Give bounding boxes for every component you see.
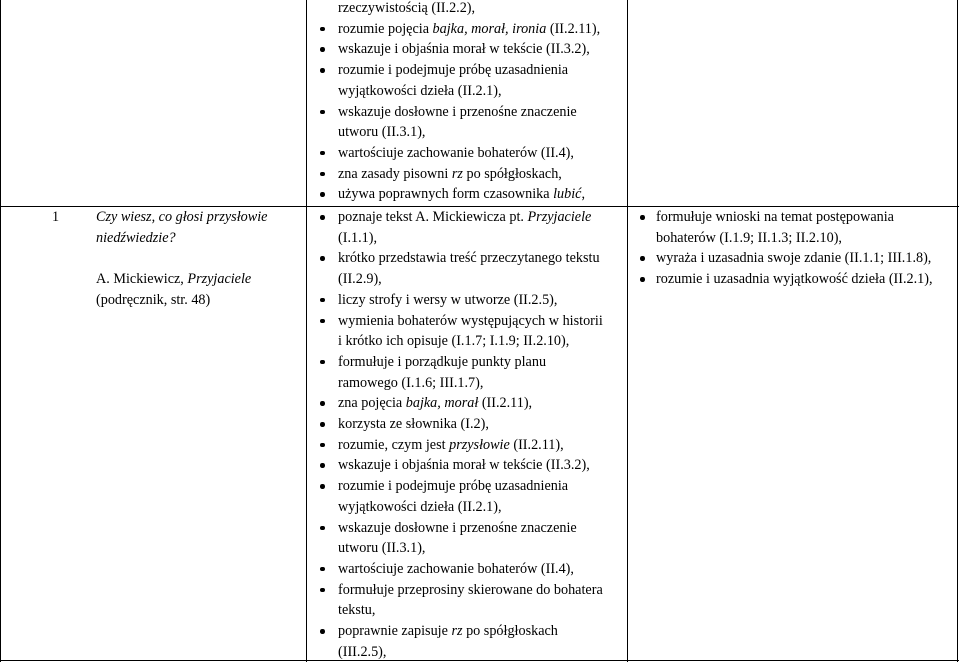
outcome-line: wyjątkowości dzieła (II.2.1), <box>338 82 502 99</box>
outcome-line: (III.2.5), <box>338 643 387 660</box>
bullet-icon <box>320 319 325 324</box>
bullet-icon <box>320 298 325 303</box>
lesson-source: A. Mickiewicz, Przyjaciele <box>96 271 252 287</box>
outcome-line: rozumie i podejmuje próbę uzasadnienia <box>338 478 569 495</box>
lesson-number: 1 <box>52 209 60 225</box>
outcome-line: i krótko ich opisuje (I.1.7; I.1.9; II.2.10), <box>338 333 570 350</box>
bullet-icon <box>320 256 325 261</box>
column-divider-2 <box>627 0 628 662</box>
bullet-icon <box>320 443 325 448</box>
bullet-icon <box>320 192 325 197</box>
lesson-source: (podręcznik, str. 48) <box>96 292 211 308</box>
bullet-icon <box>640 277 645 282</box>
table-border-bottom <box>0 660 959 661</box>
outcome-line: wskazuje dosłowne i przenośne znaczenie <box>338 519 577 536</box>
bullet-icon <box>320 110 325 115</box>
outcome-line: korzysta ze słownika (I.2), <box>338 416 489 432</box>
outcome-line: wskazuje i objaśnia morał w tekście (II.3.2), <box>338 41 590 58</box>
bullet-icon <box>320 422 325 427</box>
bullet-icon <box>320 215 325 220</box>
bullet-icon <box>320 484 325 489</box>
outcome-line: utworu (II.3.1), <box>338 540 426 557</box>
outcome-line: krótko przedstawia treść przeczytanego tekstu <box>338 250 600 267</box>
bullet-icon <box>640 256 645 261</box>
outcome-line: rozumie, czym jest przysłowie (II.2.11), <box>338 436 564 453</box>
outcome-line: rozumie pojęcia bajka, morał, ironia (II.2.11), <box>338 20 601 37</box>
outcome-line: wartościuje zachowanie bohaterów (II.4), <box>338 144 574 161</box>
outcome-line: (II.2.9), <box>338 271 382 288</box>
bullet-icon <box>320 172 325 177</box>
outcome-line: wymienia bohaterów występujących w historii <box>338 312 603 329</box>
outcome-line: ramowego (I.1.6; III.1.7), <box>338 374 484 391</box>
bullet-icon <box>320 463 325 468</box>
bullet-icon <box>320 27 325 32</box>
lesson-title: Czy wiesz, co głosi przysłowie <box>96 209 268 225</box>
outcome-line: rzeczywistością (II.2.2), <box>338 0 476 16</box>
outcome-line: wskazuje dosłowne i przenośne znaczenie <box>338 103 577 120</box>
table-border-right <box>957 0 958 662</box>
extended-outcome-line: wyraża i uzasadnia swoje zdanie (II.1.1; III.1.8), <box>656 250 932 267</box>
bullet-icon <box>320 68 325 73</box>
bullet-icon <box>640 215 645 220</box>
outcome-line: zna zasady pisowni rz po spółgłoskach, <box>338 165 562 182</box>
outcome-line: wskazuje i objaśnia morał w tekście (II.3.2), <box>338 457 590 474</box>
outcome-line: tekstu, <box>338 602 376 619</box>
extended-outcome-line: formułuje wnioski na temat postępowania <box>656 209 894 225</box>
outcome-line: liczy strofy i wersy w utworze (II.2.5), <box>338 291 558 308</box>
bullet-icon <box>320 588 325 593</box>
bullet-icon <box>320 567 325 572</box>
bullet-icon <box>320 401 325 406</box>
outcome-line: wyjątkowości dzieła (II.2.1), <box>338 498 502 515</box>
outcome-line: poprawnie zapisuje rz po spółgłoskach <box>338 623 558 639</box>
outcome-line: utworu (II.3.1), <box>338 124 426 141</box>
bullet-icon <box>320 360 325 365</box>
extended-outcome-line: rozumie i uzasadnia wyjątkowość dzieła (II.2.1), <box>656 271 933 288</box>
outcome-line: formułuje i porządkuje punkty planu <box>338 353 547 370</box>
outcome-line: wartościuje zachowanie bohaterów (II.4), <box>338 560 574 577</box>
outcome-line: rozumie i podejmuje próbę uzasadnienia <box>338 62 569 79</box>
bullet-icon <box>320 47 325 52</box>
lesson-title: niedźwiedzie? <box>96 230 176 246</box>
outcome-line: formułuje przeprosiny skierowane do bohatera <box>338 581 603 598</box>
outcome-line: (I.1.1), <box>338 229 378 246</box>
column-divider-1 <box>306 0 307 662</box>
extended-outcome-line: bohaterów (I.1.9; II.1.3; II.2.10), <box>656 229 842 246</box>
table-border-left <box>0 0 1 662</box>
outcome-line: poznaje tekst A. Mickiewicza pt. Przyjaciele <box>338 209 592 225</box>
bullet-icon <box>320 151 325 156</box>
bullet-icon <box>320 526 325 531</box>
outcome-line: zna pojęcia bajka, morał (II.2.11), <box>338 395 533 412</box>
bullet-icon <box>320 629 325 634</box>
outcome-line: używa poprawnych form czasownika lubić, <box>338 186 586 203</box>
